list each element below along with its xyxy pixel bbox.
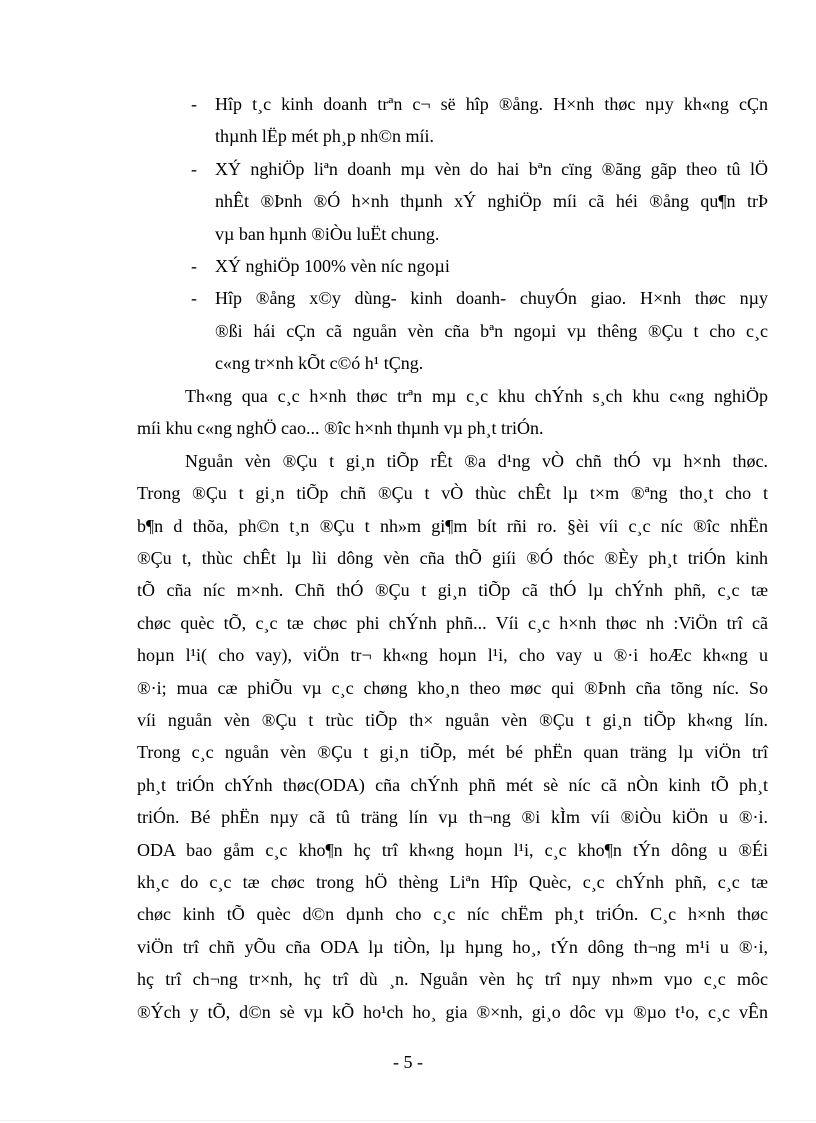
- paragraph-line: míi khu c«ng nghÖ cao... ®îc h×nh thµnh vµ ph¸t triÓn.: [137, 418, 544, 439]
- bullet-line: vµ ban hµnh ®iÒu luËt chung.: [215, 223, 440, 244]
- paragraph-line: víi nguån vèn ®Çu t trùc tiÕp th× nguån vèn ®Çu t gi¸n tiÕp kh«ng lín.: [137, 710, 768, 730]
- paragraph-line: ®·i; mua cæ phiÕu vµ c¸c chøng kho¸n theo møc qui ®Þnh cña tõng níc. So: [137, 677, 768, 698]
- bullet-line: ®ßi hái cÇn cã nguån vèn cña bªn ngoµi vµ thêng ®Çu t cho c¸c: [215, 320, 768, 341]
- paragraph-line: b¶n d thõa, ph©n t¸n ®Çu t nh»m gi¶m bít rñi ro. §èi víi c¸c níc ®îc nhËn: [137, 515, 768, 536]
- bullet-line: thµnh lËp mét ph¸p nh©n míi.: [215, 126, 435, 147]
- paragraph-line: Th«ng qua c¸c h×nh thøc trªn mµ c¸c khu chÝnh s¸ch khu c«ng nghiÖp: [185, 386, 768, 406]
- paragraph-line: Trong ®Çu t gi¸n tiÕp chñ ®Çu t vÒ thùc chÊt lµ t×m ®ªng tho¸t cho t: [137, 483, 768, 504]
- paragraph-line: viÖn trî chñ yÕu cña ODA lµ tiÒn, lµ hµng ho¸, tÝn dông th¬ng m¹i u ®·i,: [137, 936, 768, 957]
- paragraph-line: chøc kinh tÕ quèc d©n dµnh cho c¸c níc chËm ph¸t triÓn. C¸c h×nh thøc: [137, 904, 768, 925]
- page-bottom-edge: [0, 1120, 816, 1121]
- bullet-dash: -: [191, 256, 197, 276]
- paragraph-line: chøc quèc tÕ, c¸c tæ chøc phi chÝnh phñ... Víi c¸c h×nh thøc nh :ViÖn trî cã: [137, 612, 768, 633]
- paragraph-line: Nguån vèn ®Çu t gi¸n tiÕp rÊt ®a d¹ng vÒ chñ thÓ vµ h×nh thøc.: [185, 450, 768, 471]
- paragraph-line: hç trî ch¬ng tr×nh, hç trî dù ¸n. Nguån vèn hç trî nµy nh»m vµo c¸c môc: [137, 969, 768, 990]
- bullet-line: Hîp ®ång x©y dùng- kinh doanh- chuyÓn giao. H×nh thøc nµy: [215, 288, 768, 309]
- paragraph-line: hoµn l¹i( cho vay), viÖn tr¬ kh«ng hoµn l¹i, cho vay u ®·i hoÆc kh«ng u: [137, 645, 768, 666]
- bullet-line: Hîp t¸c kinh doanh trªn c¬ së hîp ®ång. H×nh thøc nµy kh«ng cÇn: [215, 94, 768, 114]
- paragraph-line: tÕ cña níc m×nh. Chñ thÓ ®Çu t gi¸n tiÕp cã thÓ lµ chÝnh phñ, c¸c tæ: [137, 580, 768, 601]
- bullet-line: XÝ nghiÖp liªn doanh mµ vèn do hai bªn cïng ®ãng gãp theo tû lÖ: [215, 158, 768, 179]
- bullet-dash: -: [191, 288, 197, 309]
- paragraph-line: ®Ých y tÕ, d©n sè vµ kÕ ho¹ch ho¸ gia ®×nh, gi¸o dôc vµ ®µo t¹o, c¸c vÊn: [137, 1001, 768, 1022]
- paragraph-line: ODA bao gåm c¸c kho¶n hç trî kh«ng hoµn l¹i, c¸c kho¶n tÝn dông u ®Éi: [137, 839, 768, 860]
- bullet-line: nhÊt ®Þnh ®Ó h×nh thµnh xÝ nghiÖp míi cã héi ®ång qu¶n trÞ: [215, 191, 768, 212]
- bullet-line: c«ng tr×nh kÕt c©ó h¹ tÇng.: [215, 353, 424, 374]
- paragraph-line: kh¸c do c¸c tæ chøc trong hÖ thèng Liªn Hîp Quèc, c¸c chÝnh phñ, c¸c tæ: [137, 872, 768, 892]
- paragraph-line: Trong c¸c nguån vèn ®Çu t gi¸n tiÕp, mét bé phËn quan träng lµ viÖn trî: [137, 742, 768, 763]
- paragraph-line: ph¸t triÓn chÝnh thøc(ODA) cña chÝnh phñ mét sè níc cã nÒn kinh tÕ ph¸t: [137, 774, 768, 795]
- bullet-dash: -: [191, 158, 197, 179]
- bullet-line: XÝ nghiÖp 100% vèn níc ngoµi: [215, 256, 450, 276]
- paragraph-line: ®Çu t, thùc chÊt lµ lìi dông vèn cña thÕ giíi ®Ó thóc ®Èy ph¸t triÓn kinh: [137, 548, 768, 568]
- bullet-dash: -: [191, 94, 197, 114]
- paragraph-line: triÓn. Bé phËn nµy cã tû träng lín vµ th¬ng ®i kÌm víi ®iÒu kiÖn u ®·i.: [137, 807, 768, 828]
- page-number: - 5 -: [393, 1052, 423, 1072]
